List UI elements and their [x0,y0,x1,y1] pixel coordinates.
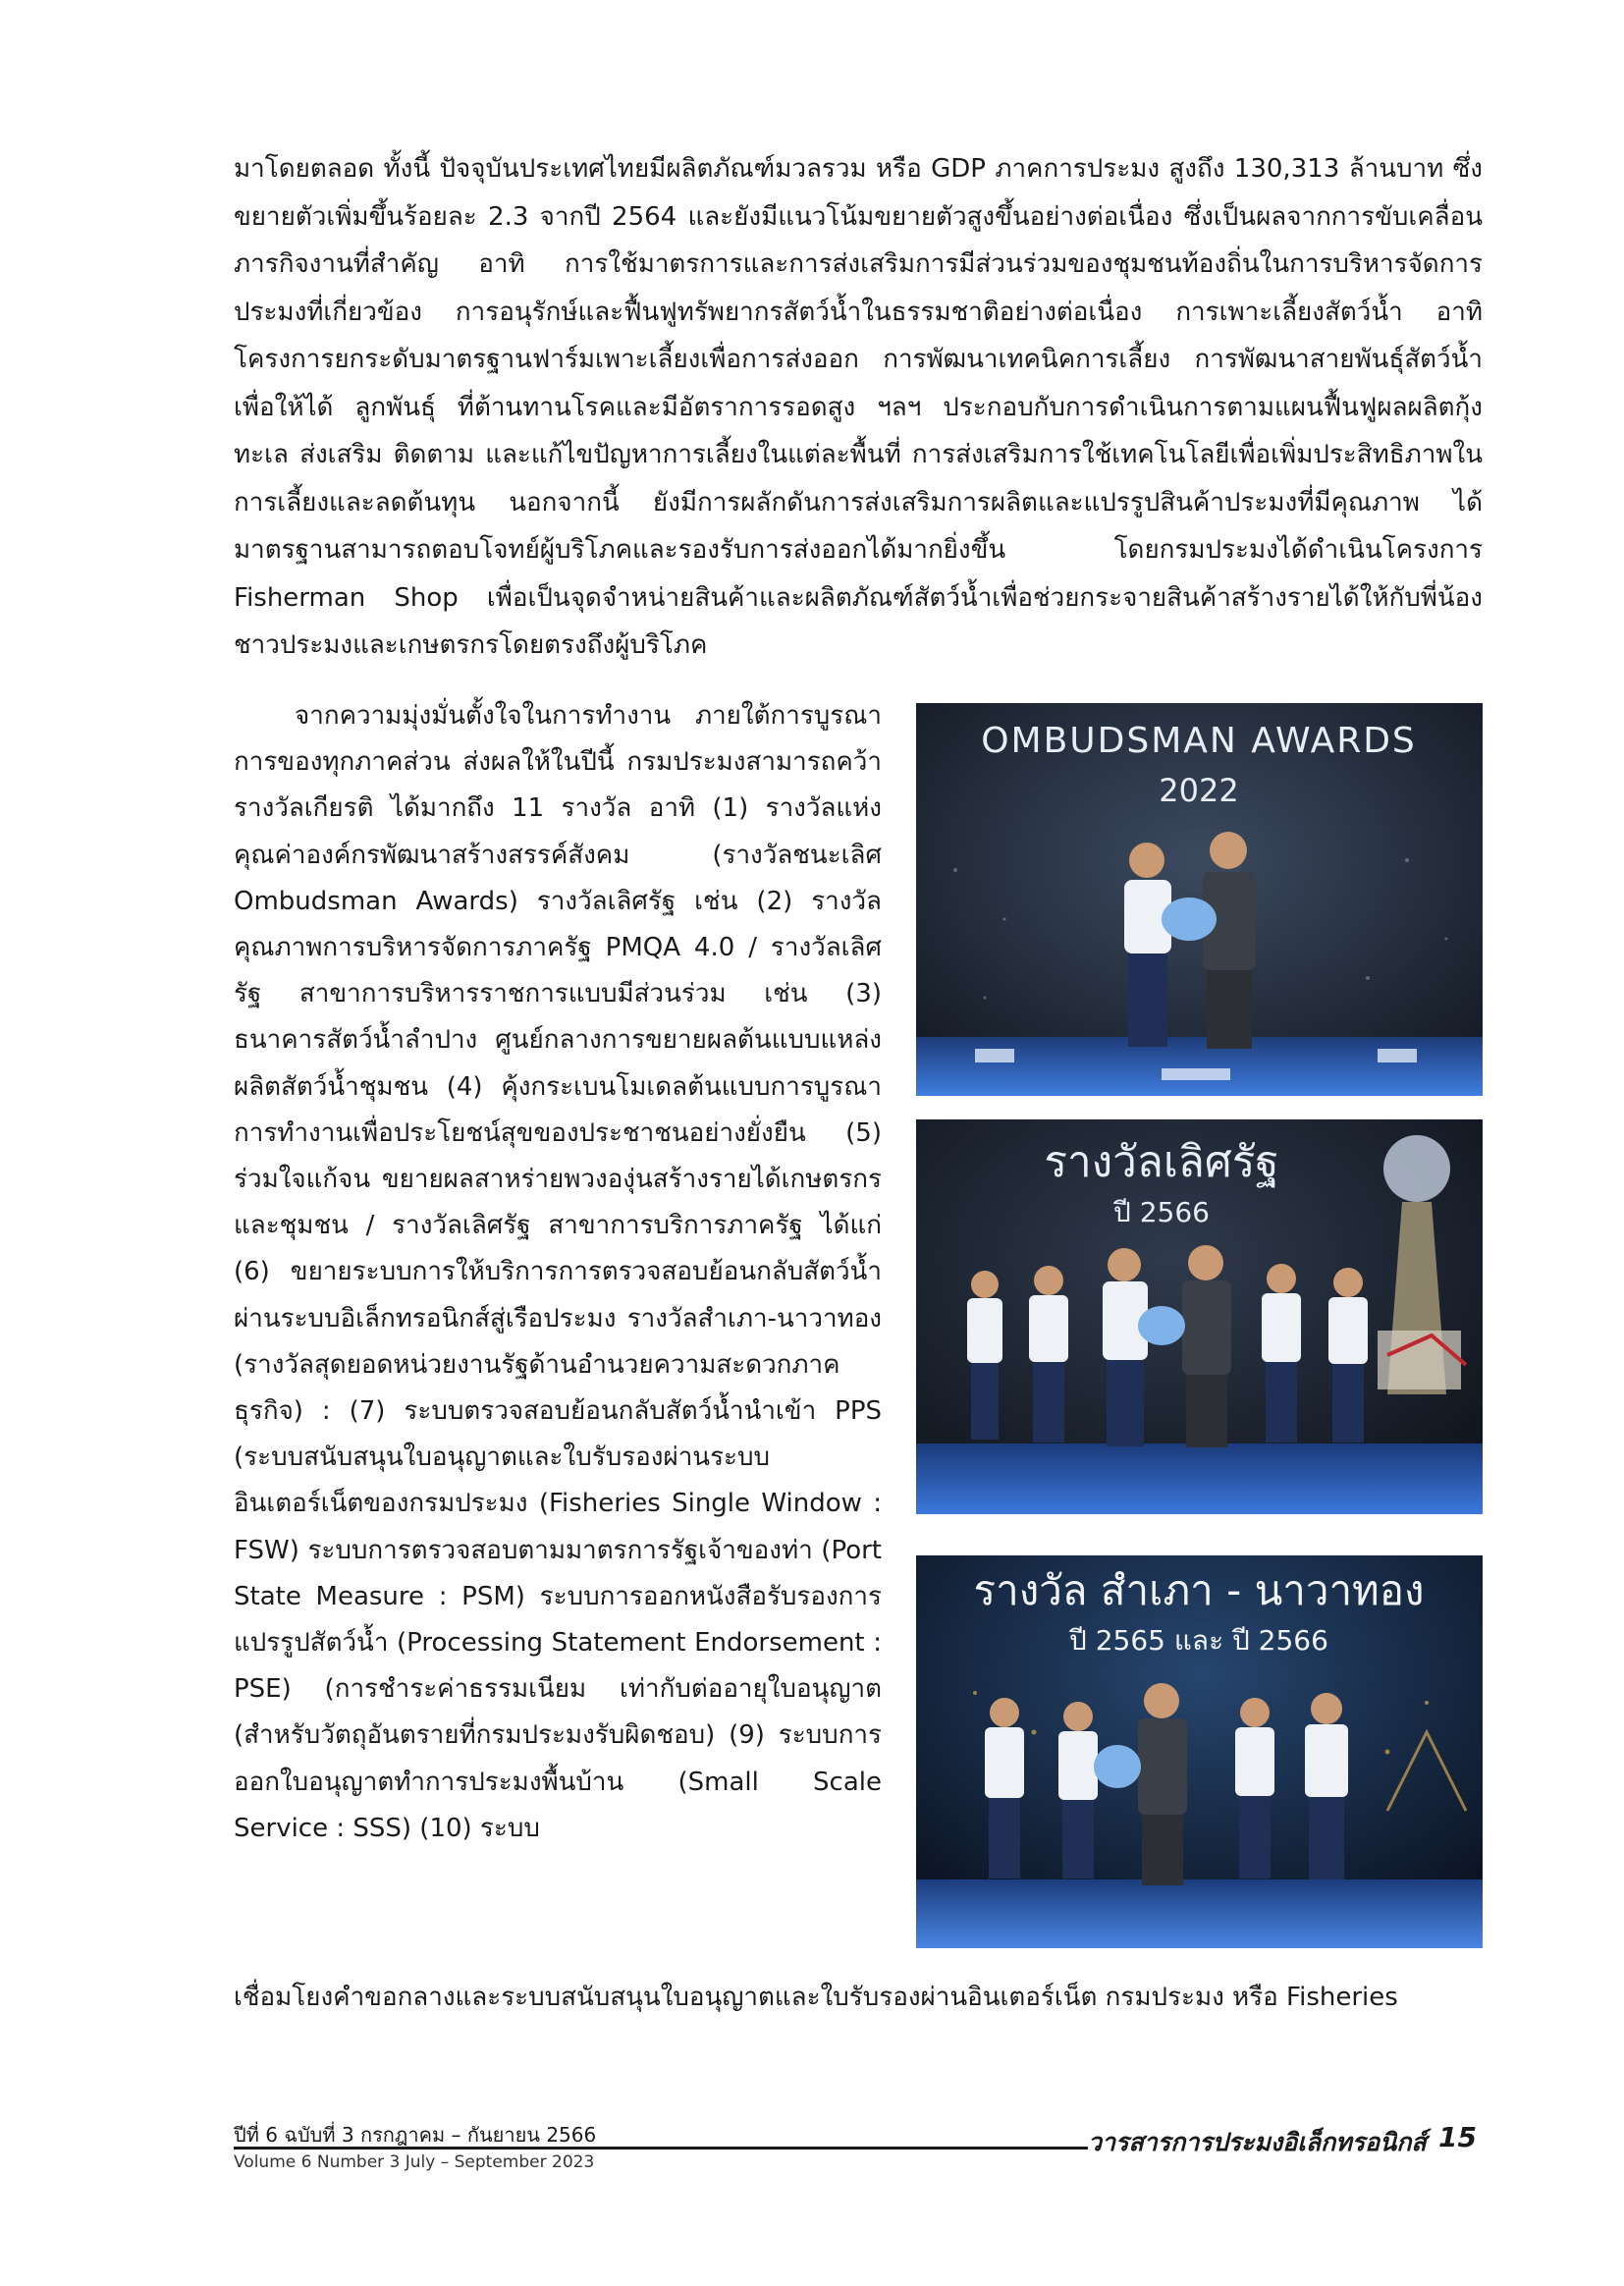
footer-page-number: 15 [1438,2121,1477,2153]
body-paragraph-top: มาโดยตลอด ทั้งนี้ ปัจจุบันประเทศไทยมีผลิตภัณฑ์มวลรวม หรือ GDP ภาคการประมง สูงถึง 130,313 ล้านบาท ซึ่งขยายตัวเพิ่มขึ้นร้อยละ 2.3 จากปี 2564 และยังมีแนวโน้มขยายตัวสูงขึ้นอย่างต่อเนื่อง ซึ่งเป็นผลจากการขับเคลื่อนภารกิจงานที่สำคัญ อาทิ การใช้มาตรการและการส่งเสริมการมีส่วนร่วมของชุมชนท้องถิ่นในการบริหารจัดการประมงที่เกี่ยวข้อง การอนุรักษ์และฟื้นฟูทรัพยากรสัตว์น้ำในธรรมชาติอย่างต่อเนื่อง การเพาะเลี้ยงสัตว์น้ำ อาทิ โครงการยกระดับมาตรฐานฟาร์มเพาะเลี้ยงเพื่อการส่งออก การพัฒนาเทคนิคการเลี้ยง การพัฒนาสายพันธุ์สัตว์น้ำเพื่อให้ได้ ลูกพันธุ์ ที่ต้านทานโรคและมีอัตราการรอดสูง ฯลฯ ประกอบกับการดำเนินการตามแผนฟื้นฟูผลผลิตกุ้งทะเล ส่งเสริม ติดตาม และแก้ไขปัญหาการเลี้ยงในแต่ละพื้นที่ การส่งเสริมการใช้เทคโนโลยีเพื่อเพิ่มประสิทธิภาพในการเลี้ยงและลดต้นทุน นอกจากนี้ ยังมีการผลักดันการส่งเสริมการผลิตและแปรรูปสินค้าประมงที่มีคุณภาพ ได้มาตรฐานสามารถตอบโจทย์ผู้บริโภคและรองรับการส่งออกได้มากยิ่งขึ้น โดยกรมประมงได้ดำเนินโครงการ Fisherman Shop เพื่อเป็นจุดจำหน่ายสินค้าและผลิตภัณฑ์สัตว์น้ำเพื่อช่วยกระจายสินค้าสร้างรายได้ให้กับพี่น้องชาวประมงและเกษตรกรโดยตรงถึงผู้บริโภค [234,154,1483,660]
photo-sampao-nawathong-award [916,1555,1483,1948]
paragraph-left-text: จากความมุ่งมั่นตั้งใจในการทำงาน ภายใต้การบูรณาการของทุกภาคส่วน ส่งผลให้ในปีนี้ กรมประมงสามารถคว้ารางวัลเกียรติ ได้มากถึง 11 รางวัล อาทิ (1) รางวัลแห่งคุณค่าองค์กรพัฒนาสร้างสรรค์สังคม (รางวัลชนะเลิศ Ombudsman Awards) รางวัลเลิศรัฐ เช่น (2) รางวัลคุณภาพการบริหารจัดการภาครัฐ PMQA 4.0 / รางวัลเลิศรัฐ สาขาการบริหารราชการแบบมีส่วนร่วม เช่น (3) ธนาคารสัตว์น้ำลำปาง ศูนย์กลางการขยายผลต้นแบบแหล่งผลิตสัตว์น้ำชุมชน (4) คุ้งกระเบนโมเดลต้นแบบการบูรณาการทำงานเพื่อประโยชน์สุขของประชาชนอย่างยั่งยืน (5) ร่วมใจแก้จน ขยายผลสาหร่ายพวงองุ่นสร้างรายได้เกษตรกรและชุมชน / รางวัลเลิศรัฐ สาขาการบริการภาครัฐ ได้แก่ (6) ขยายระบบการให้บริการการตรวจสอบย้อนกลับสัตว์น้ำผ่านระบบอิเล็กทรอนิกส์สู่เรือประมง รางวัลสำเภา-นาวาทอง (รางวัลสุดยอดหน่วยงานรัฐด้านอำนวยความสะดวกภาคธุรกิจ) : (7) ระบบตรวจสอบย้อนกลับสัตว์น้ำนำเข้า PPS (ระบบสนับสนุนใบอนุญาตและใบรับรองผ่านระบบอินเตอร์เน็ตของกรมประมง (Fisheries Single Window : FSW) ระบบการตรวจสอบตามมาตรการรัฐเจ้าของท่า (Port State Measure : PSM) ระบบการออกหนังสือรับรองการแปรรูปสัตว์น้ำ (Processing Statement Endorsement : PSE) (การชำระค่าธรรมเนียม เท่ากับต่ออายุใบอนุญาต (สำหรับวัตถุอันตรายที่กรมประมงรับผิดชอบ) (9) ระบบการออกใบอนุญาตทำการประมงพื้นบ้าน (Small Scale Service : SSS) (10) ระบบ [234,701,882,1843]
photo-1-subtitle: 2022 [1159,772,1239,809]
photo-lert-rat-award [916,1119,1483,1514]
footer-issue-english: Volume 6 Number 3 July – September 2023 [234,2152,595,2172]
photo-2-subtitle: ปี 2566 [1113,1196,1210,1228]
photo-ombudsman-awards [916,703,1483,1096]
photo-3-title: รางวัล สำเภา - นาวาทอง [973,1566,1425,1614]
footer-rule [234,2147,1088,2150]
footer-issue-thai: ปีที่ 6 ฉบับที่ 3 กรกฎาคม – กันยายน 2566 [234,2123,597,2147]
footer-journal-title: วารสารการประมงอิเล็กทรอนิกส์ [1088,2128,1427,2156]
body-paragraph-bottom: เชื่อมโยงคำขอกลางและระบบสนับสนุนใบอนุญาตและใบรับรองผ่านอินเตอร์เน็ต กรมประมง หรือ Fisheries [234,1983,1398,2012]
photo-ombudsman-awards-image [916,703,1483,1096]
photo-1-title: OMBUDSMAN AWARDS [981,721,1417,761]
photo-2-title: รางวัลเลิศรัฐ [1044,1137,1279,1187]
body-paragraph-left-column [234,693,882,1852]
photo-lert-rat-award-image [916,1119,1483,1514]
photo-sampao-nawathong-award-image [916,1555,1483,1948]
photo-3-subtitle: ปี 2565 และ ปี 2566 [1069,1624,1328,1657]
